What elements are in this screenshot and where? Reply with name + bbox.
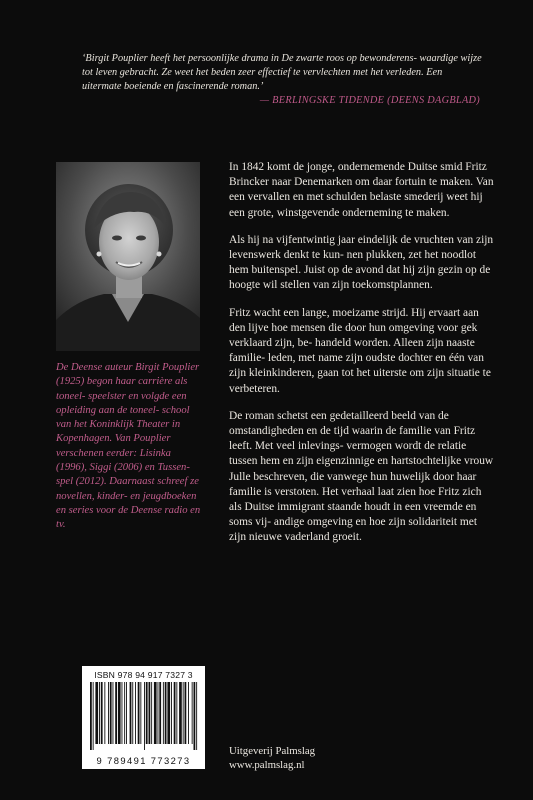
- author-portrait-image: [56, 162, 200, 351]
- synopsis: [229, 160, 494, 558]
- review-quote: [82, 52, 482, 108]
- barcode-bars: [88, 682, 199, 750]
- publisher-info: [229, 744, 315, 772]
- author-photo: [56, 162, 200, 351]
- synopsis-paragraph: Als hij na vijfentwintig jaar eindelijk de vruchten van zijn levenswerk denkt te kun- nen plukken, zet het noodlot hem buitenspel. Juist op de avond dat hij zijn gezin op de hoogte wil stellen van zijn toekomstplannen.: [229, 233, 494, 292]
- publisher-website: www.palmslag.nl: [229, 759, 305, 771]
- synopsis-paragraph: Fritz wacht een lange, moeizame strijd. Hij ervaart aan den lijve hoe mensen die door hun omgeving voor gek verklaard zijn, be- handeld worden. Alleen zijn naaste familie- leden, met name zijn oudste dochter en één van zijn kleinkinderen, gaan tot het uiterste om zijn situatie te verbeteren.: [229, 306, 491, 395]
- author-bio: De Deense auteur Birgit Pouplier (1925) begon haar carrière als toneel- speelster en volgde een opleiding aan de toneel- school van het Koninklijk Theater in Kopenhagen. Van Pouplier verschenen eerder: Lisinka (1996), Siggi (2006) en Tussen- spel (2012). Daarnaast schreef ze novellen, kinder- en jeugdboeken en series voor de Deense radio en tv.: [56, 362, 201, 531]
- review-quote-text: ‘Birgit Pouplier heeft het persoonlijke drama in De zwarte roos op bewonderens- waardige wijze tot leven gebracht. Ze weet het beden zeer effectief te vervlechten met het verleden. Een uitermate boeiende en fascinerende roman.’: [82, 53, 482, 92]
- isbn-barcode: [82, 666, 205, 769]
- synopsis-paragraph: De roman schetst een gedetailleerd beeld van de omstandigheden en de tijd waarin de familie van Fritz leeft. Met veel inlevings- vermogen wordt de relatie tussen hem en zijn eigenzinnige en hartstochtelijke vrouw Julle beschreven, die vanwege hun huwelijk door haar familie is verstoten. Het verhaal laat zien hoe Fritz zich als Duitse immigrant staande houdt in een vreemde en soms vij- andige omgeving en hoe zijn solidariteit met zijn nieuwe vaderland groeit.: [229, 409, 494, 544]
- barcode-digits: 9 789491 773273: [96, 755, 191, 766]
- synopsis-paragraph: In 1842 komt de jonge, ondernemende Duitse smid Fritz Brincker naar Denemarken om daar fortuin te maken. Van een vervallen en met schulden belaste smederij weet hij een grote, winstgevende onderneming te maken.: [229, 161, 494, 219]
- publisher-name: Uitgeverij Palmslag: [229, 745, 316, 757]
- isbn-number: ISBN 978 94 917 7327 3: [94, 670, 193, 680]
- review-attribution: — BERLINGSKE TIDENDE (DEENS DAGBLAD): [259, 95, 480, 106]
